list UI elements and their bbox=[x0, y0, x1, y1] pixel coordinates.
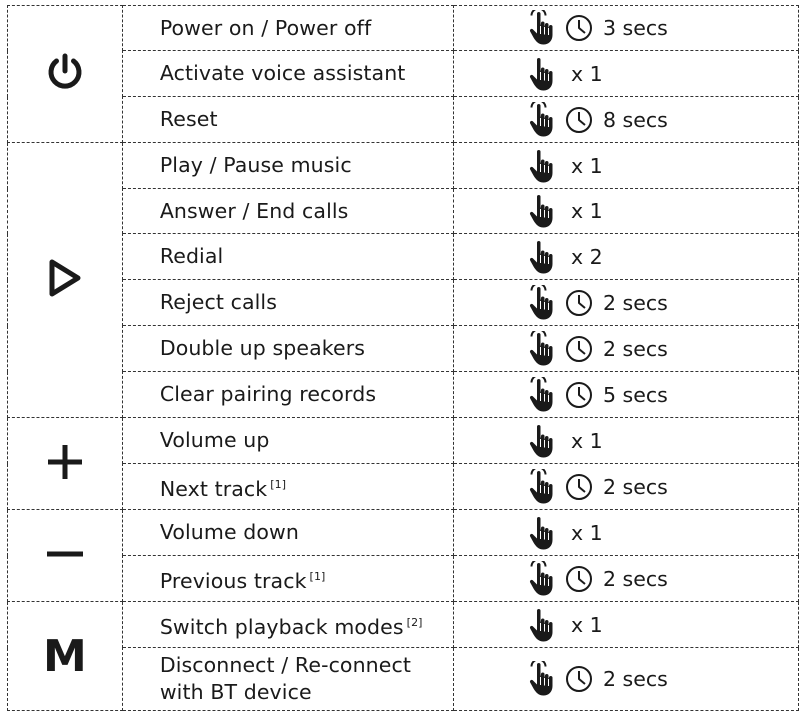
table-row bbox=[8, 234, 799, 280]
table-row bbox=[8, 189, 799, 234]
press-count: x 1 bbox=[570, 612, 603, 637]
plus-icon bbox=[44, 441, 86, 483]
action-label: Reject calls bbox=[122, 280, 453, 326]
minus-icon bbox=[44, 533, 86, 575]
gesture-cell bbox=[453, 6, 798, 51]
mode-icon: M bbox=[43, 630, 87, 682]
table-row bbox=[8, 648, 799, 711]
press-count: x 1 bbox=[570, 153, 603, 178]
clock-icon bbox=[565, 335, 593, 363]
footnote-marker: [1] bbox=[270, 477, 287, 491]
power-icon bbox=[44, 51, 86, 93]
action-label bbox=[122, 648, 453, 711]
table-row bbox=[8, 510, 799, 556]
gesture-cell bbox=[453, 280, 798, 326]
table-row bbox=[8, 51, 799, 97]
press-icon bbox=[528, 56, 558, 92]
clock-icon bbox=[565, 665, 593, 693]
action-label bbox=[122, 464, 453, 510]
footnote-marker: [1] bbox=[309, 569, 326, 583]
action-text: Next track bbox=[159, 476, 268, 501]
gesture-cell bbox=[453, 648, 798, 711]
press-count: x 1 bbox=[570, 520, 603, 545]
power-button-cell bbox=[8, 6, 123, 143]
press-icon bbox=[528, 148, 558, 184]
table-row bbox=[8, 97, 799, 143]
table-row bbox=[8, 602, 799, 648]
table-row bbox=[8, 418, 799, 464]
gesture-cell bbox=[453, 464, 798, 510]
action-label bbox=[122, 556, 453, 602]
clock-icon bbox=[565, 381, 593, 409]
gesture-cell bbox=[453, 97, 798, 143]
press-hold-icon bbox=[528, 102, 558, 138]
table-row bbox=[8, 556, 799, 602]
table-row bbox=[8, 326, 799, 372]
press-icon bbox=[528, 607, 558, 643]
action-text-line2: with BT device bbox=[159, 680, 312, 704]
duration: 8 secs bbox=[602, 107, 668, 132]
table-row bbox=[8, 280, 799, 326]
duration: 2 secs bbox=[602, 290, 668, 315]
action-text: Previous track bbox=[159, 568, 307, 593]
plus-button-cell bbox=[8, 418, 123, 510]
clock-icon bbox=[565, 14, 593, 42]
mode-button-cell bbox=[8, 602, 123, 711]
press-icon bbox=[528, 193, 558, 229]
duration: 2 secs bbox=[602, 336, 668, 361]
gesture-cell bbox=[453, 556, 798, 602]
press-hold-icon bbox=[528, 661, 558, 697]
press-count: x 1 bbox=[570, 428, 603, 453]
duration: 5 secs bbox=[602, 382, 668, 407]
duration: 2 secs bbox=[602, 566, 668, 591]
press-count: x 1 bbox=[570, 199, 603, 223]
action-label: Activate voice assistant bbox=[122, 51, 453, 97]
duration: 2 secs bbox=[602, 474, 668, 499]
gesture-cell bbox=[453, 234, 798, 280]
action-label: Power on / Power off bbox=[122, 6, 453, 51]
table-row bbox=[8, 464, 799, 510]
minus-button-cell bbox=[8, 510, 123, 602]
press-icon bbox=[528, 423, 558, 459]
table-row bbox=[8, 6, 799, 51]
action-label bbox=[122, 602, 453, 648]
action-label: Volume up bbox=[122, 418, 453, 464]
press-hold-icon bbox=[528, 285, 558, 321]
action-text-line1: Disconnect / Re-connect bbox=[159, 653, 411, 677]
action-label: Volume down bbox=[122, 510, 453, 556]
gesture-cell bbox=[453, 602, 798, 648]
footnote-marker: [2] bbox=[406, 615, 423, 629]
gesture-cell bbox=[453, 418, 798, 464]
gesture-cell bbox=[453, 189, 798, 234]
gesture-cell bbox=[453, 143, 798, 189]
action-text: Switch playback modes bbox=[159, 614, 404, 639]
action-label: Clear pairing records bbox=[122, 372, 453, 418]
action-label: Reset bbox=[122, 97, 453, 143]
action-label: Redial bbox=[122, 234, 453, 280]
press-count: x 2 bbox=[570, 244, 603, 269]
duration: 2 secs bbox=[602, 667, 668, 691]
duration: 3 secs bbox=[602, 16, 668, 40]
press-icon bbox=[528, 239, 558, 275]
clock-icon bbox=[565, 289, 593, 317]
gesture-cell bbox=[453, 51, 798, 97]
press-hold-icon bbox=[528, 561, 558, 597]
table-row bbox=[8, 143, 799, 189]
gesture-cell bbox=[453, 326, 798, 372]
clock-icon bbox=[565, 473, 593, 501]
gesture-cell bbox=[453, 372, 798, 418]
table-row bbox=[8, 372, 799, 418]
clock-icon bbox=[565, 106, 593, 134]
clock-icon bbox=[565, 565, 593, 593]
play-button-cell bbox=[8, 143, 123, 418]
press-hold-icon bbox=[528, 10, 558, 46]
action-label: Answer / End calls bbox=[122, 189, 453, 234]
controls-table bbox=[7, 5, 799, 711]
press-hold-icon bbox=[528, 377, 558, 413]
press-hold-icon bbox=[528, 469, 558, 505]
gesture-cell bbox=[453, 510, 798, 556]
press-hold-icon bbox=[528, 331, 558, 367]
press-count: x 1 bbox=[570, 61, 603, 86]
press-icon bbox=[528, 515, 558, 551]
action-label: Double up speakers bbox=[122, 326, 453, 372]
action-label: Play / Pause music bbox=[122, 143, 453, 189]
play-icon bbox=[45, 257, 85, 299]
